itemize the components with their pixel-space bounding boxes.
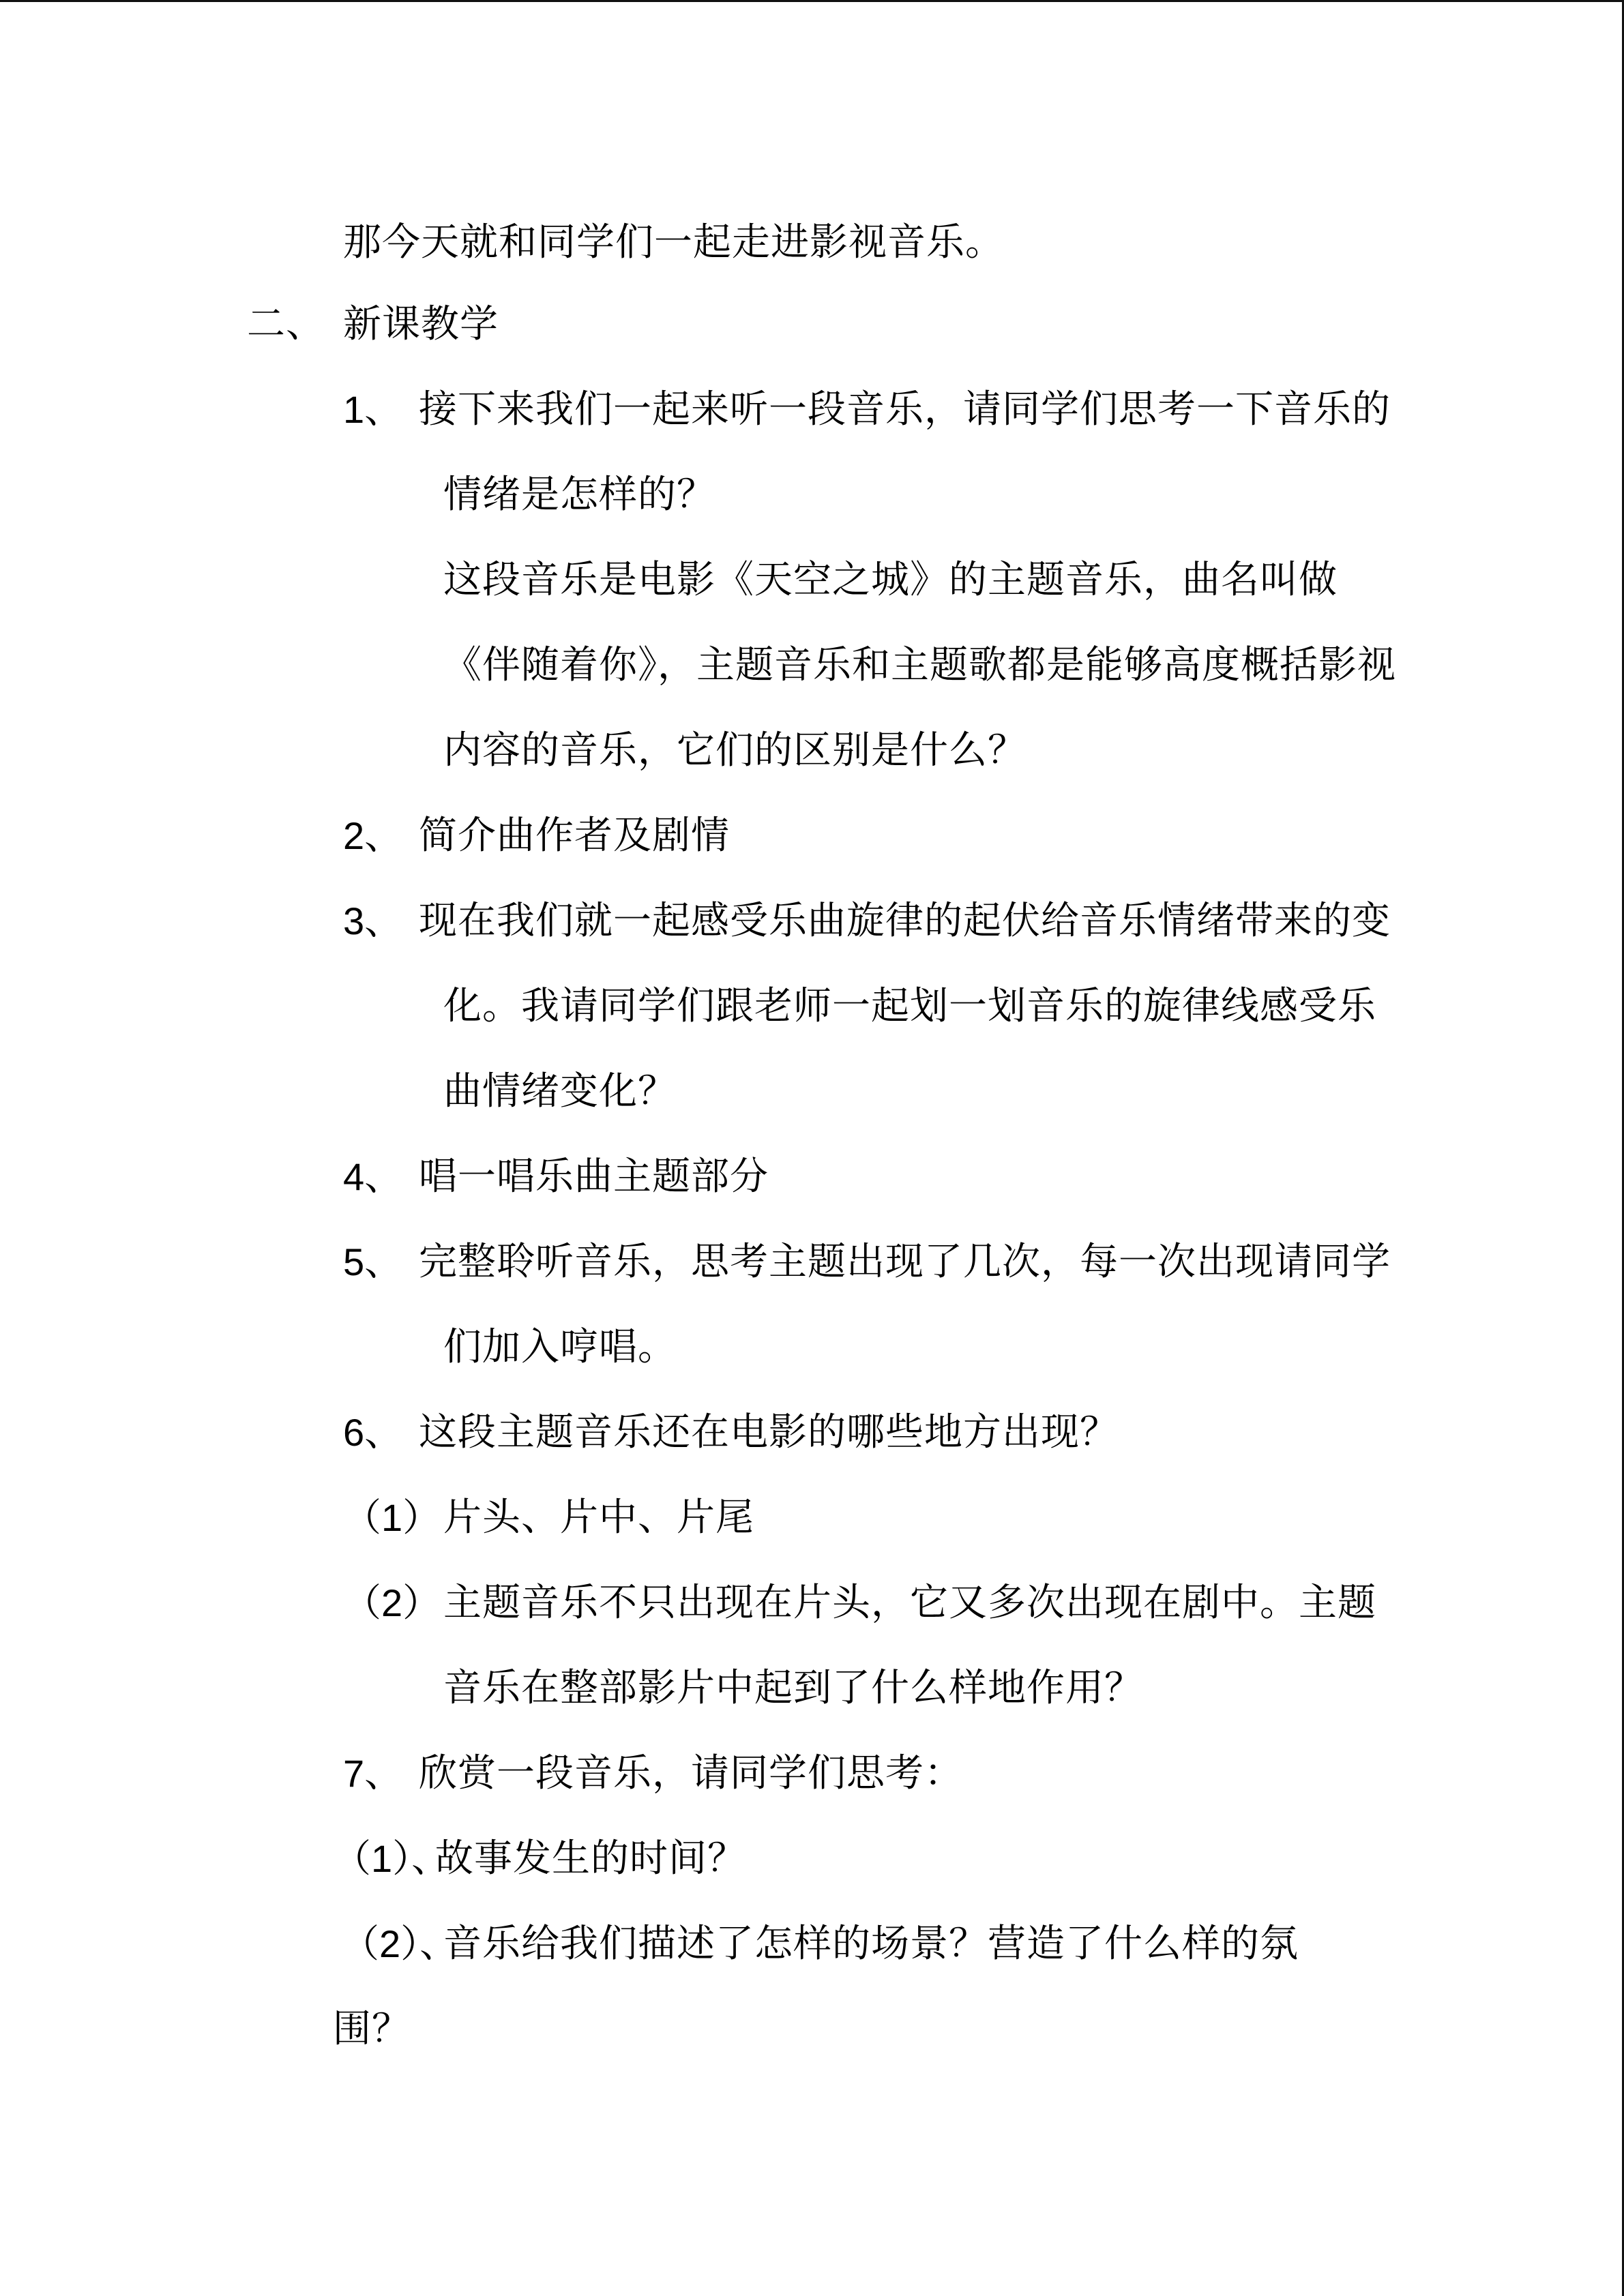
item-line: 《伴随着你》，主题音乐和主题歌都是能够高度概括影视	[443, 643, 1396, 687]
item-line: 简介曲作者及剧情	[419, 814, 730, 858]
item-number: 5、	[343, 1240, 403, 1283]
item-line: 主题音乐不只出现在片头，它又多次出现在剧中。主题	[443, 1581, 1376, 1625]
item-line: 接下来我们一起来听一段音乐，请同学们思考一下音乐的	[419, 387, 1391, 432]
item-line: 这段主题音乐还在电影的哪些地方出现？	[419, 1410, 1119, 1455]
item-number: 2、	[343, 814, 403, 857]
question-text: 音乐给我们描述了怎样的场景？营造了什么样的氛	[443, 1922, 1299, 1966]
intro-line: 那今天就和同学们一起走进影视音乐。	[343, 220, 1004, 265]
item-line: 情绪是怎样的？	[443, 473, 715, 517]
item-line: 唱一唱乐曲主题部分	[419, 1154, 769, 1199]
item-line: 片头、片中、片尾	[443, 1495, 754, 1540]
item-number: （2）	[343, 1581, 441, 1624]
item-line: 们加入哼唱。	[443, 1325, 677, 1369]
page-border-top	[0, 0, 1624, 2]
item-line: 这段音乐是电影《天空之城》的主题音乐，曲名叫做	[443, 558, 1338, 602]
question-text: 故事发生的时间？	[435, 1836, 746, 1881]
item-number: 7、	[343, 1752, 403, 1795]
section-title: 新课教学	[343, 302, 499, 346]
item-line: 化。我请同学们跟老师一起划一划音乐的旋律线感受乐	[443, 984, 1376, 1028]
question-number: （1）、	[333, 1837, 450, 1880]
item-line: 现在我们就一起感受乐曲旋律的起伏给音乐情绪带来的变	[419, 899, 1391, 943]
item-line: 音乐在整部影片中起到了什么样地作用？	[443, 1666, 1143, 1710]
question-continuation: 围？	[333, 2007, 411, 2051]
item-number: 6、	[343, 1411, 403, 1454]
item-number: （1）	[343, 1496, 441, 1539]
item-line: 曲情绪变化？	[443, 1069, 677, 1114]
item-line: 欣赏一段音乐，请同学们思考：	[419, 1751, 963, 1795]
item-number: 4、	[343, 1155, 403, 1198]
item-line: 内容的音乐，它们的区别是什么？	[443, 728, 1027, 773]
item-number: 1、	[343, 388, 403, 431]
question-number: （2）、	[341, 1922, 458, 1965]
item-line: 完整聆听音乐，思考主题出现了几次，每一次出现请同学	[419, 1240, 1391, 1284]
section-number: 二、	[247, 302, 325, 346]
item-number: 3、	[343, 899, 403, 942]
